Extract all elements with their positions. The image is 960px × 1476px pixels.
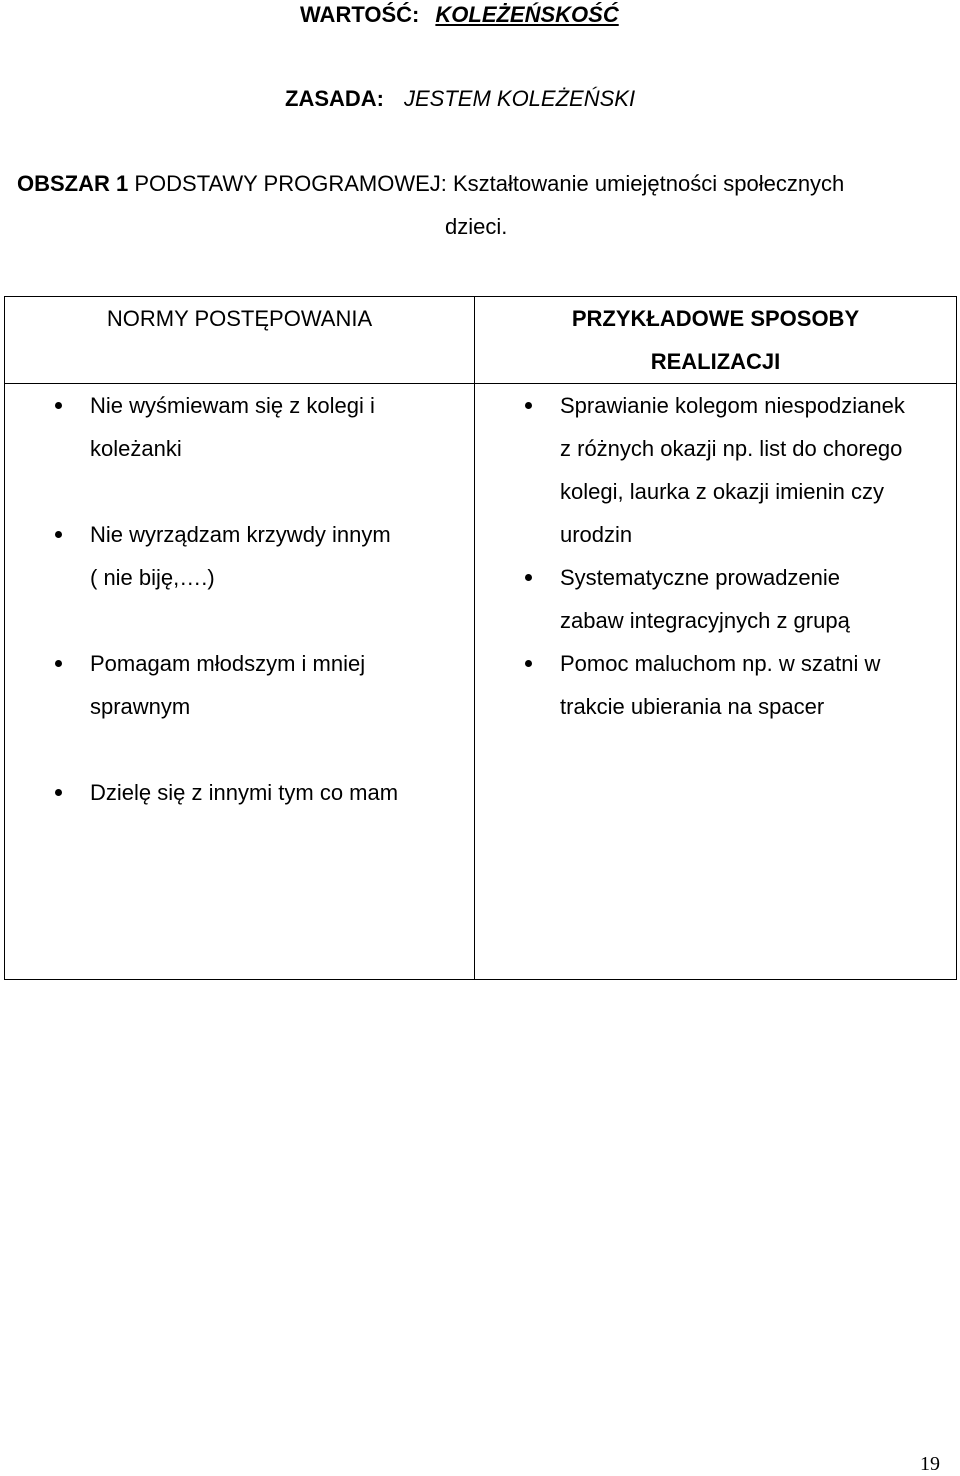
right-header-cell xyxy=(475,297,957,384)
norms-list xyxy=(5,384,474,814)
methods-cell xyxy=(475,384,957,980)
bullet-icon xyxy=(55,402,62,409)
left-header: NORMY POSTĘPOWANIA xyxy=(106,306,373,331)
bullet-icon xyxy=(525,574,532,581)
norm-line: Nie wyśmiewam się z kolegi i xyxy=(90,393,375,418)
method-line: Systematyczne prowadzenie xyxy=(560,565,841,590)
norm-line: Dzielę się z innymi tym co mam xyxy=(90,780,399,805)
value-heading xyxy=(300,2,619,28)
right-header xyxy=(475,297,956,383)
right-header-line1: PRZYKŁADOWE SPOSOBY xyxy=(571,306,860,331)
methods-list xyxy=(475,384,956,728)
bullet-icon xyxy=(525,660,532,667)
norm-item xyxy=(5,642,474,728)
bullet-icon xyxy=(55,789,62,796)
norm-item xyxy=(5,513,474,599)
norm-line: Nie wyrządzam krzywdy innym xyxy=(90,522,391,547)
method-line: kolegi, laurka z okazji imienin czy xyxy=(560,479,885,504)
bullet-icon xyxy=(55,531,62,538)
method-item xyxy=(475,384,956,556)
bullet-icon xyxy=(55,660,62,667)
rule-text: JESTEM KOLEŻEŃSKI xyxy=(404,86,636,111)
norm-line: sprawnym xyxy=(90,694,191,719)
method-line: trakcie ubierania na spacer xyxy=(560,694,825,719)
rule-label: ZASADA: xyxy=(285,86,384,111)
value-text: KOLEŻEŃSKOŚĆ xyxy=(435,2,619,27)
norms-cell xyxy=(5,384,475,980)
rule-heading xyxy=(285,86,635,112)
right-header-line2: REALIZACJI xyxy=(650,349,781,374)
norm-item xyxy=(5,384,474,470)
page-number: 19 xyxy=(920,1453,940,1475)
area-continuation: dzieci. xyxy=(445,214,508,239)
norm-line: Pomagam młodszym i mniej xyxy=(90,651,366,676)
method-line: urodzin xyxy=(560,522,633,547)
method-item xyxy=(475,556,956,642)
area-heading xyxy=(17,171,844,197)
bullet-icon xyxy=(525,402,532,409)
norm-line: ( nie biję,….) xyxy=(90,565,215,590)
method-line: Pomoc maluchom np. w szatni w xyxy=(560,651,881,676)
area-label: OBSZAR 1 xyxy=(17,171,129,196)
norms-table xyxy=(4,296,957,980)
method-item xyxy=(475,642,956,728)
method-line: Sprawianie kolegom niespodzianek xyxy=(560,393,905,418)
left-header-cell xyxy=(5,297,475,384)
method-line: z różnych okazji np. list do chorego xyxy=(560,436,903,461)
norm-item xyxy=(5,771,474,814)
norm-line: koleżanki xyxy=(90,436,182,461)
method-line: zabaw integracyjnych z grupą xyxy=(560,608,850,633)
area-text: PODSTAWY PROGRAMOWEJ: Kształtowanie umiejętności społecznych xyxy=(134,171,845,196)
value-label: WARTOŚĆ: xyxy=(300,2,420,27)
